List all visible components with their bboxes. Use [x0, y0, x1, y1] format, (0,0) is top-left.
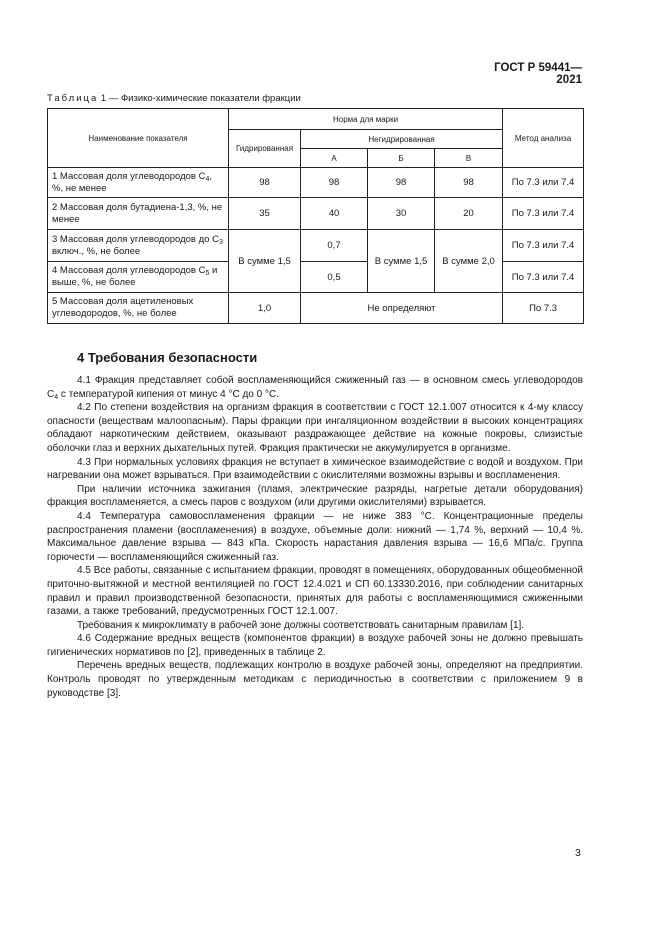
- table-row: [48, 198, 584, 230]
- header-indicator-name: Наименование показателя: [48, 109, 229, 168]
- cell-hydro: 98: [229, 168, 301, 198]
- table-caption-label: Таблица: [47, 93, 99, 104]
- table-row: [48, 230, 584, 262]
- cell-v: 20: [435, 198, 503, 230]
- cell-method: По 7.3 или 7.4: [503, 262, 584, 293]
- cell-method: По 7.3 или 7.4: [503, 168, 584, 198]
- cell-a: 0,7: [301, 230, 368, 262]
- paragraph: Требования к микроклимату в рабочей зоне должны соответствовать санитарным правилам [1].: [77, 619, 525, 631]
- document-code: ГОСТ Р 59441—2021: [494, 62, 582, 86]
- row-name: 1 Массовая доля углеводородов $С_4$, %, не менее: [48, 168, 229, 198]
- header-grade-a: А: [301, 149, 368, 168]
- row-name: 2 Массовая доля бутадиена-1,3, %, не менее: [48, 198, 229, 230]
- header-grade-b: Б: [368, 149, 435, 168]
- table-row: [48, 262, 584, 293]
- header-grade-v: В: [435, 149, 503, 168]
- cell-hydro-merged: В сумме 1,5: [229, 230, 301, 293]
- cell-method: По 7.3 или 7.4: [503, 198, 584, 230]
- section-body: [47, 374, 583, 700]
- paragraph: 4.4 Температура самовоспламенения фракции — не ниже 383 °С. Концентрационные пределы распространения пламени (воспламенения) в воздухе, объемные доли: нижний — 1,74 %, верхний — 10,4 %. Максимальное давление взрыва — 843 кПа. Скорость нарастания давления взрыва — 16,6 МПа/с. Группа горючести — воспламеняющийся сжиженный газ.: [47, 510, 583, 563]
- cell-hydro: 35: [229, 198, 301, 230]
- table-caption: [47, 93, 301, 104]
- header-nonhydrogenated: Негидрированная: [301, 130, 503, 149]
- cell-a: 40: [301, 198, 368, 230]
- cell-b: 30: [368, 198, 435, 230]
- row-name: 5 Массовая доля ацетиленовых углеводородов, %, не более: [48, 293, 229, 324]
- properties-table: [47, 108, 584, 324]
- cell-method: По 7.3 или 7.4: [503, 230, 584, 262]
- table-caption-text: 1 — Физико-химические показатели фракции: [98, 93, 301, 104]
- cell-method: По 7.3: [503, 293, 584, 324]
- row-name: 4 Массовая доля углеводородов $С_5$ и выше, %, не более: [48, 262, 229, 293]
- page-number: 3: [575, 847, 581, 859]
- paragraph: 4.6 Содержание вредных веществ (компонентов фракции) в воздухе рабочей зоны не должно превышать гигиенических нормативов по [2], приведенных в таблице 2.: [47, 633, 583, 658]
- cell-a: 98: [301, 168, 368, 198]
- paragraph: 4.1 Фракция представляет собой воспламеняющийся сжиженный газ — в основном смесь углеводородов $С_4$ с температурой кипения от минус 4 °С до 0 °С.: [47, 375, 583, 401]
- row-name: 3 Массовая доля углеводородов до $С_3$ включ., %, не более: [48, 230, 229, 262]
- header-hydrogenated: Гидрированная: [229, 130, 301, 168]
- table-row: [48, 168, 584, 198]
- cell-b-merged: В сумме 1,5: [368, 230, 435, 293]
- header-norm: Норма для марки: [229, 109, 503, 130]
- header-method: Метод анализа: [503, 109, 584, 168]
- paragraph: 4.2 По степени воздействия на организм фракция в соответствии с ГОСТ 12.1.007 относится к 4-му классу опасности (веществам малоопасным). Пары фракции при ингаляционном воздействии в высоких концентрациях обладают наркотическим действием, оказывают раздражающее действие на кожные покровы, слизистые оболочки глаз и верхних дыхательных путей. Фракция практически не аккумулируется в организме.: [47, 402, 583, 454]
- cell-hydro: 1,0: [229, 293, 301, 324]
- cell-nonhydro-merged: Не определяют: [301, 293, 503, 324]
- paragraph: При наличии источника зажигания (пламя, электрические разряды, нагретые детали оборудования) фракция воспламеняется, а смесь паров с воздухом (или другими окислителями) взрывается.: [47, 483, 583, 509]
- cell-b: 98: [368, 168, 435, 198]
- cell-a: 0,5: [301, 262, 368, 293]
- section-heading: 4 Требования безопасности: [77, 350, 258, 365]
- cell-v-merged: В сумме 2,0: [435, 230, 503, 293]
- paragraph: 4.5 Все работы, связанные с испытанием фракции, проводят в помещениях, оборудованных общеобменной приточно-вытяжной и местной вентиляцией по ГОСТ 12.4.021 и СП 60.13330.2016, при соблюдении санитарных правил и правил производственной безопасности, принятых для работы с воспламеняющимися сжиженными газами, а также требований, предусмотренных ГОСТ 12.1.007.: [47, 565, 583, 618]
- paragraph: 4.3 При нормальных условиях фракция не вступает в химическое взаимодействие с водой и воздухом. При нагревании она может взрываться. При взаимодействии с окислителями возможны взрывы и воспламенения.: [47, 456, 583, 482]
- cell-v: 98: [435, 168, 503, 198]
- paragraph: Перечень вредных веществ, подлежащих контролю в воздухе рабочей зоны, определяют на предприятии. Контроль проводят по утвержденным методикам с периодичностью в соответствии с приложением 9 в руководстве [3].: [47, 660, 583, 699]
- table-row: [48, 293, 584, 324]
